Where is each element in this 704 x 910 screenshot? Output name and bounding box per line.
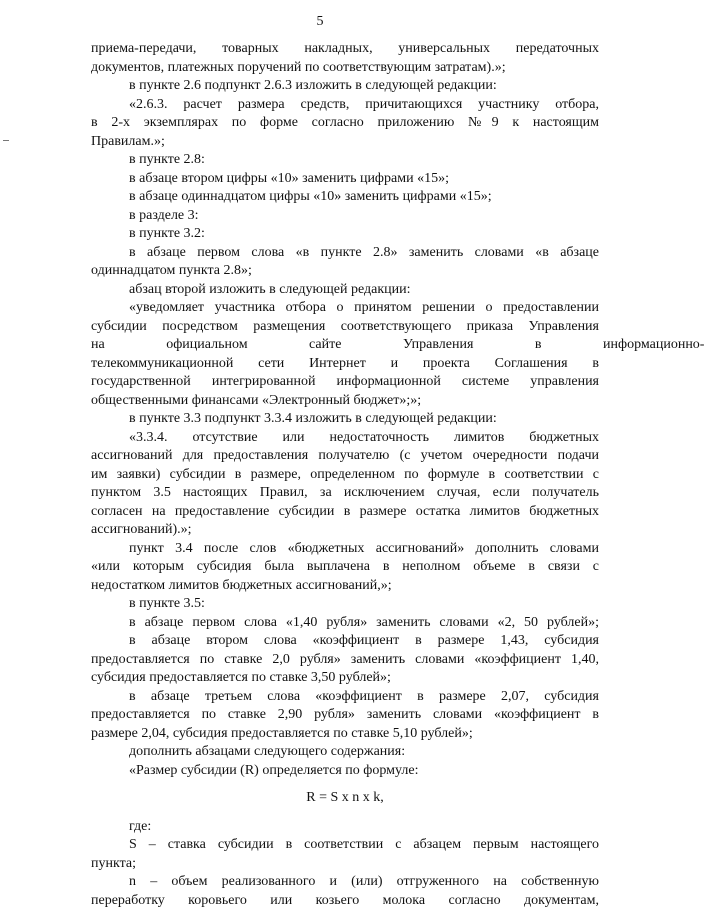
text-line: S – ставка субсидии в соответствии с абзацем первым настоящего (91, 836, 599, 855)
text-line: в абзаце первом слова «1,40 рубля» заменить словами «2, 50 рублей»; (91, 614, 599, 633)
text-line: субсидия предоставляется по ставке 3,50 рублей»; (91, 669, 599, 688)
text-line: в абзаце одиннадцатом цифры «10» заменить цифрами «15»; (91, 188, 599, 207)
text-line: в пункте 2.8: (91, 151, 599, 170)
text-line: приема-передачи, товарных накладных, универсальных передаточных (91, 40, 599, 59)
text-line: n – объем реализованного и (или) отгруженного на собственную (91, 873, 599, 892)
text-line: недостатком лимитов бюджетных ассигнований,»; (91, 577, 599, 596)
text-line: в пункте 2.6 подпункт 2.6.3 изложить в следующей редакции: (91, 77, 599, 96)
text-line: Правилам.»; (91, 133, 599, 152)
text-line: в разделе 3: (91, 207, 599, 226)
text-line: пункта; (91, 855, 599, 874)
text-line: ассигнований для предоставления получателю (с учетом очередности подачи (91, 447, 599, 466)
margin-mark (3, 140, 9, 141)
text-line: одиннадцатом пункта 2.8»; (91, 262, 599, 281)
text-line: в абзаце втором слова «коэффициент в размере 1,43, субсидия (91, 632, 599, 651)
text-line: телекоммуникационной сети Интернет и проекта Соглашения в (91, 355, 599, 374)
text-line: пунктом 3.5 настоящих Правил, за исключением случая, если получатель (91, 484, 599, 503)
text-line: предоставляется по ставке 2,90 рубля» заменить словами «коэффициент в (91, 706, 599, 725)
text-line: предоставляется по ставке 2,0 рубля» заменить словами «коэффициент 1,40, (91, 651, 599, 670)
text-line: размере 2,04, субсидия предоставляется по ставке 5,10 рублей»; (91, 725, 599, 744)
text-line: дополнить абзацами следующего содержания: (91, 743, 599, 762)
text-line: переработку коровьего или козьего молока согласно документам, (91, 892, 599, 910)
text-line: «уведомляет участника отбора о принятом решении о предоставлении (91, 299, 599, 318)
text-line: государственной интегрированной информационной системе управления (91, 373, 599, 392)
text-line: документов, платежных поручений по соответствующим затратам).»; (91, 59, 599, 78)
document-body (91, 40, 599, 910)
text-line: «3.3.4. отсутствие или недостаточность лимитов бюджетных (91, 429, 599, 448)
page-number: 5 (0, 14, 640, 30)
text-line: им заявки) субсидии в размере, определенном по формуле в соответствии с (91, 466, 599, 485)
spacer (91, 780, 599, 789)
text-line: ассигнований).»; (91, 521, 599, 540)
text-line: в абзаце первом слова «в пункте 2.8» заменить словами «в абзаце (91, 244, 599, 263)
text-line: в пункте 3.2: (91, 225, 599, 244)
spacer (91, 808, 599, 818)
text-line: в пункте 3.5: (91, 595, 599, 614)
text-line: в абзаце втором цифры «10» заменить цифрами «15»; (91, 170, 599, 189)
text-line: субсидии посредством размещения соответствующего приказа Управления (91, 318, 599, 337)
text-line: в пункте 3.3 подпункт 3.3.4 изложить в следующей редакции: (91, 410, 599, 429)
text-line: на официальном сайте Управления в информационно- (91, 336, 599, 355)
text-line: абзац второй изложить в следующей редакции: (91, 281, 599, 300)
text-line: общественными финансами «Электронный бюджет»;»; (91, 392, 599, 411)
text-line: в 2-х экземплярах по форме согласно приложению №9 к настоящим (91, 114, 599, 133)
text-line: «или которым субсидия была выплачена в неполном объеме в связи с (91, 558, 599, 577)
text-line: согласен на предоставление субсидии в размере остатка лимитов бюджетных (91, 503, 599, 522)
text-line: пункт 3.4 после слов «бюджетных ассигнований» дополнить словами (91, 540, 599, 559)
text-line: «Размер субсидии (R) определяется по формуле: (91, 762, 599, 781)
formula: R = S x n x k, (91, 789, 599, 808)
text-line: «2.6.3. расчет размера средств, причитающихся участнику отбора, (91, 96, 599, 115)
text-line: где: (91, 818, 599, 837)
text-line: в абзаце третьем слова «коэффициент в размере 2,07, субсидия (91, 688, 599, 707)
